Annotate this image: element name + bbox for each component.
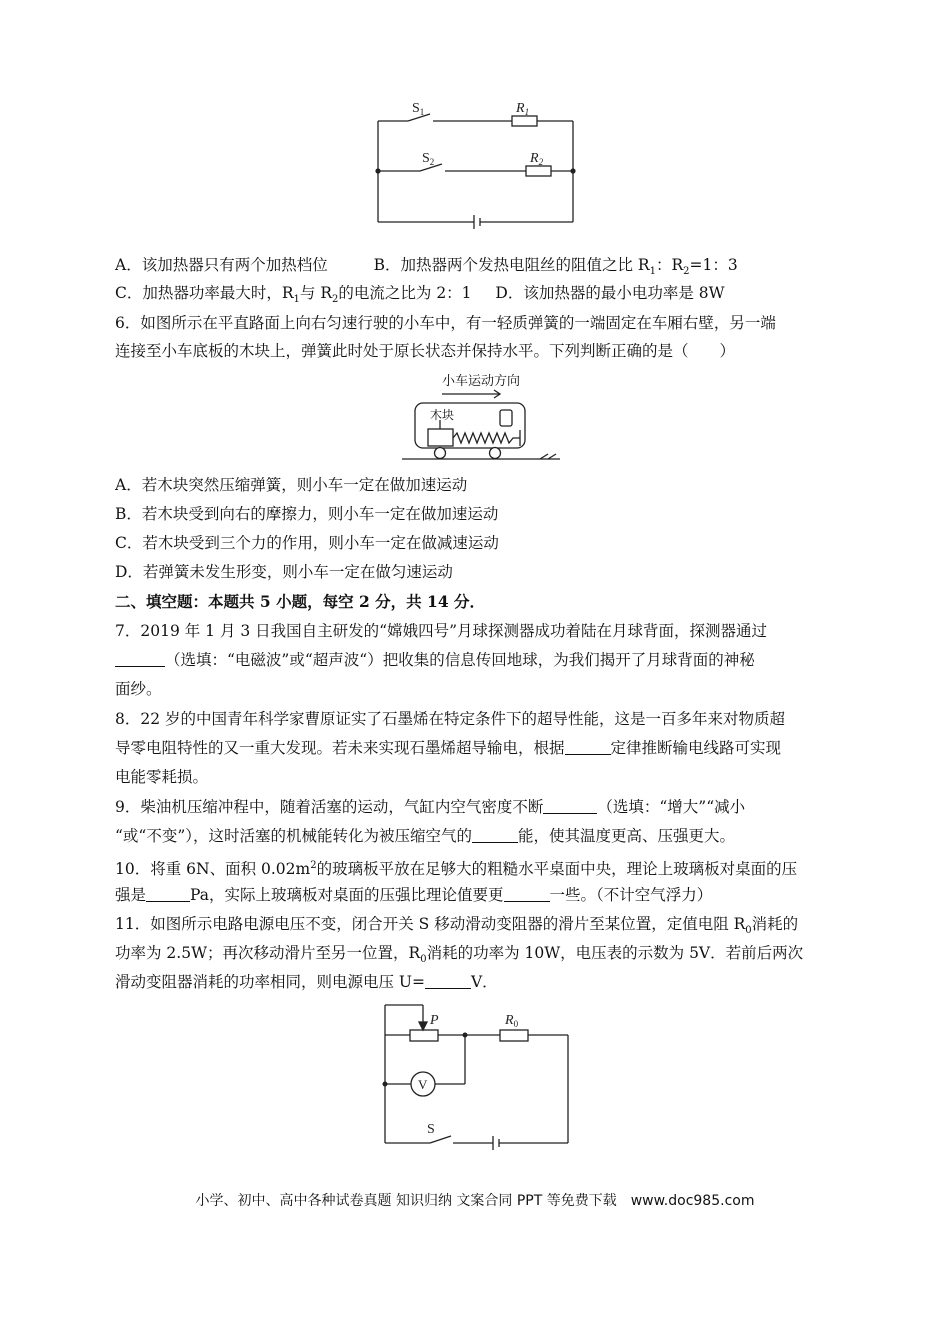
resistor-r1-label: $R_1$ [516, 101, 530, 117]
car-direction-label: 小车运动方向 [442, 374, 521, 389]
switch-s-label: S [427, 1122, 435, 1137]
q7-line-2: （选填：“电磁波”或“超声波“）把收集的信息传回地球，为我们揭开了月球背面的神秘 [115, 649, 755, 671]
car-spring-block-diagram [400, 370, 570, 465]
resistor-r0-label: $R_0$ [505, 1013, 519, 1029]
q5-options-row-2 [115, 282, 725, 311]
junction-dot-voltmeter-left [383, 1082, 388, 1087]
q6-stem-line-2: 连接至小车底板的木块上，弹簧此时处于原长状态并保持水平。下列判断正确的是（ ） [115, 342, 736, 360]
switch-s2-label: $S_2$ [422, 151, 435, 167]
q6-stem-line-1: 6．如图所示在平直路面上向右匀速行驶的小车中，有一轻质弹簧的一端固定在车厢右壁，另一端 [115, 314, 776, 332]
junction-dot-voltmeter-top [463, 1033, 468, 1038]
q6-option-c: C．若木块受到三个力的作用，则小车一定在做减速运动 [115, 534, 499, 552]
q9-line-1: 9．柴油机压缩冲程中，随着活塞的运动，气缸内空气密度不断 （选填：“增大”“减小 [115, 798, 746, 816]
q8-line-3: 电能零耗损。 [115, 768, 209, 786]
q6-option-a: A．若木块突然压缩弹簧，则小车一定在做加速运动 [115, 476, 468, 494]
voltmeter-label: V [418, 1077, 428, 1092]
page-footer: 小学、初中、高中各种试卷真题 知识归纳 文案合同 PPT 等免费下载 www.doc985.com [195, 1193, 755, 1209]
q11-answer-blank[interactable] [425, 974, 471, 989]
q6-option-d: D．若弹簧未发生形变，则小车一定在做匀速运动 [115, 563, 453, 581]
q6-option-b: B．若木块受到向右的摩擦力，则小车一定在做加速运动 [115, 505, 499, 523]
q7-answer-blank[interactable] [115, 652, 165, 667]
slider-p-label: P [430, 1013, 439, 1028]
q5-option-a: A．该加热器只有两个加热档位 [115, 256, 328, 274]
car-wheel-left [435, 448, 446, 459]
q8-answer-blank[interactable] [565, 740, 611, 755]
q11-line-2: 功率为 2.5W；再次移动滑片至另一位置，$R_0$消耗的功率为 10W，电压表的示数为 5V．若前后两次 [115, 944, 804, 966]
q8-line-1: 8．22 岁的中国青年科学家曹原证实了石墨烯在特定条件下的超导性能，这是一百多年来对物质超 [115, 710, 786, 728]
q8-line-2: 导零电阻特性的又一重大发现。若未来实现石墨烯超导输电，根据 定律推断输电线路可实现 [115, 739, 782, 757]
q10-line-2: 强是 Pa，实际上玻璃板对桌面的压强比理论值要更 一些。（不计空气浮力） [115, 886, 713, 904]
junction-dot-left [375, 168, 380, 173]
q9-line-2: “或“不变”），这时活塞的机械能转化为被压缩空气的 能，使其温度更高、压强更大。 [115, 827, 736, 845]
rheostat-voltmeter-circuit-diagram [375, 1000, 580, 1150]
q7-line-3: 面纱。 [115, 680, 162, 698]
q5-option-c: C．加热器功率最大时，$R_1$与 $R_2$的电流之比为 2：1 [115, 284, 472, 306]
junction-dot-right [570, 168, 575, 173]
q10-answer-blank-1[interactable] [146, 887, 190, 902]
parallel-heater-circuit-diagram [370, 95, 585, 230]
section-2-heading: 二、填空题：本题共 5 小题，每空 2 分，共 14 分． [115, 592, 486, 611]
q10-line-1: 10．将重 6N、面积 $0.02m^2$的玻璃板平放在足够大的粗糙水平桌面中央，理论上玻璃板对桌面的压 [115, 860, 798, 879]
resistor-r2-label: $R_2$ [530, 151, 544, 167]
switch-s1-label: $S_1$ [412, 101, 425, 117]
q5-options-row-1 [115, 254, 738, 283]
car-wheel-right [490, 448, 501, 459]
q5-option-d: D．该加热器的最小电功率是 8W [495, 284, 725, 302]
q9-answer-blank-1[interactable] [543, 799, 597, 814]
q5-option-b: B．加热器两个发热电阻丝的阻值之比 $R_1$：$R_2=1$：3 [373, 256, 738, 278]
q11-line-3: 滑动变阻器消耗的功率相同，则电源电压 U= V． [115, 973, 498, 991]
q11-line-1: 11．如图所示电路电源电压不变，闭合开关 S 移动滑动变阻器的滑片至某位置，定值电阻 $R_0$消耗的 [115, 915, 799, 937]
q10-answer-blank-2[interactable] [504, 887, 550, 902]
block-label: 木块 [430, 408, 455, 422]
q7-line-1: 7．2019 年 1 月 3 日我国自主研发的“嫦娥四号”月球探测器成功着陆在月球背面，探测器通过 [115, 622, 768, 640]
q9-answer-blank-2[interactable] [472, 828, 518, 843]
